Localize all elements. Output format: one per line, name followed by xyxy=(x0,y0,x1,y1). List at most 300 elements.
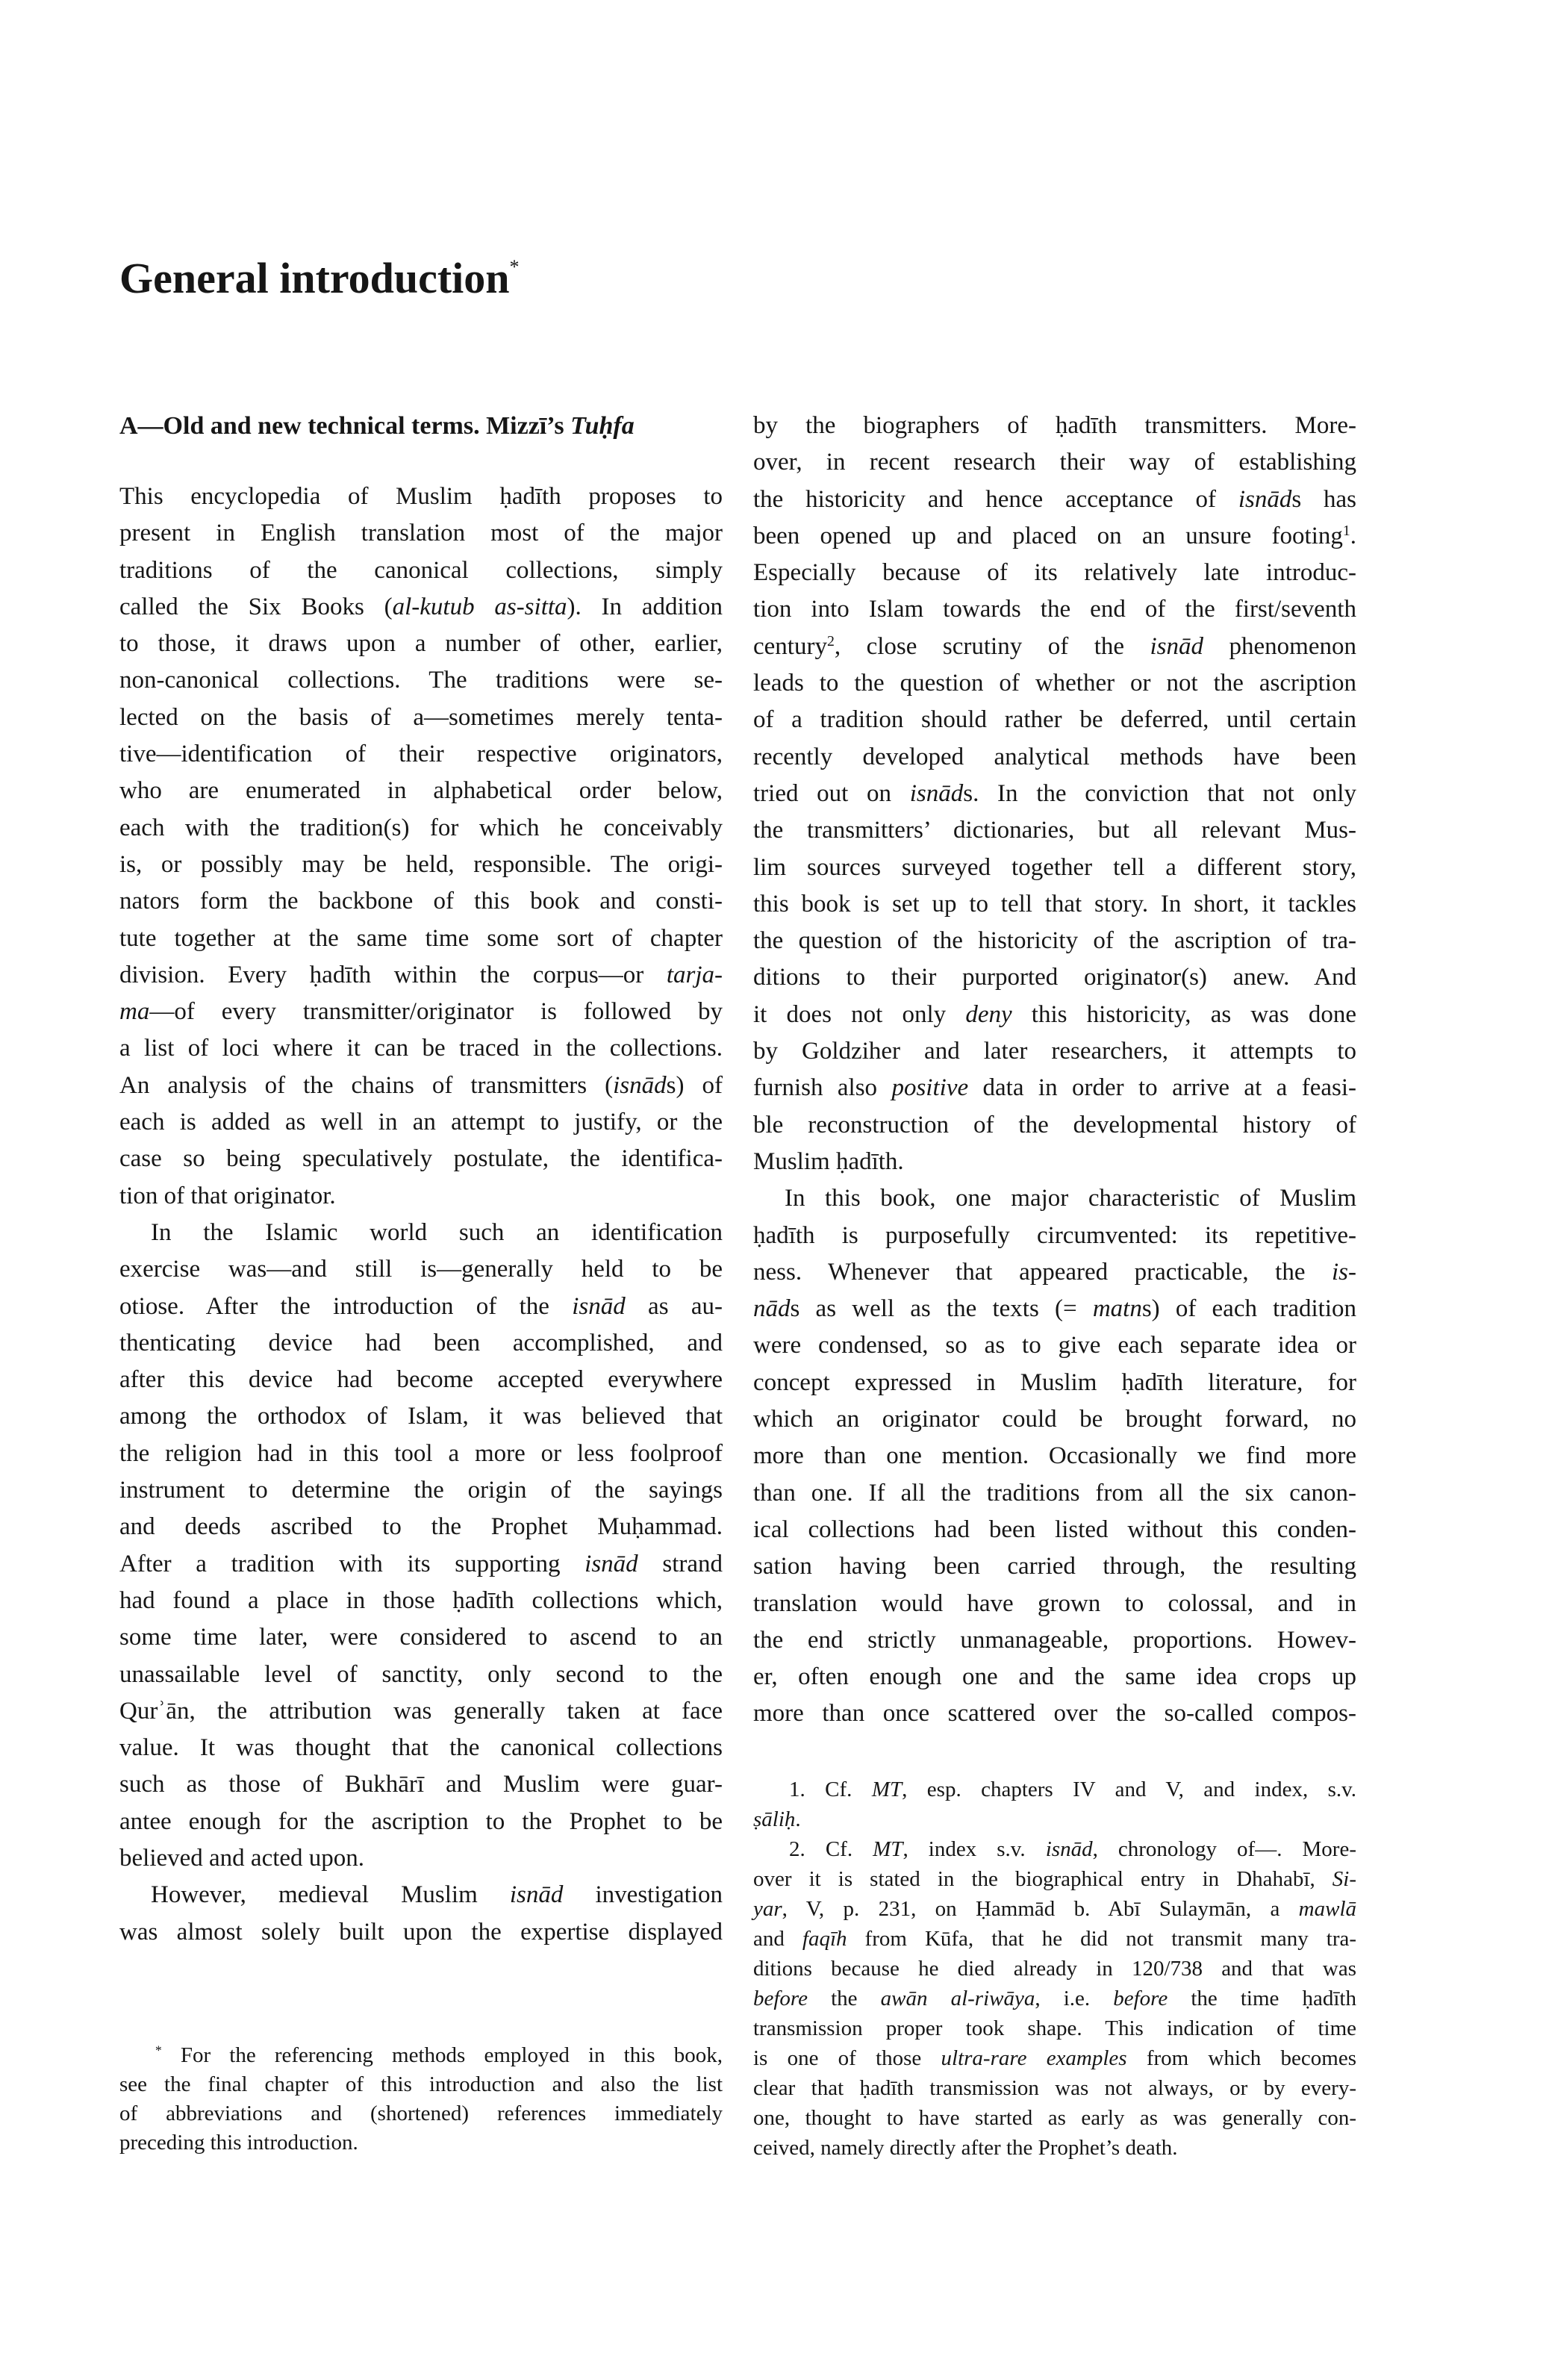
text-line xyxy=(753,2013,1356,2043)
text-segment: Muslim ḥadīth. xyxy=(753,1147,904,1175)
text-segment: lim sources surveyed together tell a different story, xyxy=(753,853,1356,881)
line-content xyxy=(753,1222,1356,1249)
text-segment: the time ḥadīth xyxy=(1168,1987,1356,2010)
text-segment: unassailable level of sanctity, only second to the xyxy=(119,1660,723,1688)
line-content xyxy=(753,2106,1356,2130)
italic-segment: tarja- xyxy=(666,961,723,988)
text-segment: the xyxy=(808,1987,881,2010)
text-segment: In the Islamic world such an identification xyxy=(151,1218,723,1246)
text-segment: Qurʾān, the attribution was generally taken at face xyxy=(119,1697,723,1725)
text-segment: present in English translation most of the major xyxy=(119,520,723,547)
text-line xyxy=(119,1436,723,1472)
text-line xyxy=(119,1068,723,1104)
text-segment: as au- xyxy=(625,1292,723,1320)
line-content xyxy=(753,706,1356,733)
text-segment: s) of each tradition xyxy=(1141,1295,1356,1323)
line-content xyxy=(753,1406,1356,1433)
text-line xyxy=(119,1325,723,1362)
text-segment: is one of those xyxy=(753,2046,941,2070)
section-heading-italic: Tuḥfa xyxy=(570,412,635,440)
text-segment: phenomenon xyxy=(1203,632,1356,660)
text-line xyxy=(119,1693,723,1730)
line-content xyxy=(753,2076,1356,2100)
text-line xyxy=(119,1472,723,1509)
line-content xyxy=(119,1698,723,1725)
italic-segment: deny xyxy=(965,1000,1012,1028)
italic-segment: isnād xyxy=(572,1292,626,1320)
line-content xyxy=(119,594,723,620)
text-segment: , i.e. xyxy=(1035,1987,1114,2010)
line-content xyxy=(119,667,723,694)
line-content xyxy=(753,744,1356,770)
text-segment: An analysis of the chains of transmitters ( xyxy=(119,1071,614,1099)
text-segment: from Kūfa, that he did not transmit many tra- xyxy=(847,1927,1357,1951)
line-content xyxy=(753,2136,1178,2160)
text-line xyxy=(753,408,1356,444)
italic-segment: isnād xyxy=(1045,1837,1093,1861)
line-content xyxy=(753,559,1356,586)
text-segment: nators form the backbone of this book and consti- xyxy=(119,888,723,915)
text-line xyxy=(753,812,1356,849)
text-line xyxy=(753,923,1356,959)
line-content xyxy=(753,1700,1356,1727)
line-content xyxy=(151,1881,723,1908)
text-segment: been opened up and placed on an unsure footing xyxy=(753,522,1343,549)
text-segment: the end strictly unmanageable, proportions. Howev- xyxy=(753,1626,1356,1654)
line-content xyxy=(119,1771,723,1798)
text-segment: this book is set up to tell that story. In short, it tackles xyxy=(753,890,1356,918)
text-line xyxy=(753,702,1356,738)
line-content xyxy=(753,1627,1356,1654)
text-segment: s has xyxy=(1291,485,1356,513)
text-segment: after this device had become accepted everywhere xyxy=(119,1366,723,1394)
line-content xyxy=(753,633,1356,660)
line-content xyxy=(789,1837,1356,1861)
line-content xyxy=(753,1038,1356,1065)
text-segment: ble reconstruction of the developmental history of xyxy=(753,1111,1356,1138)
text-segment: more than once scattered over the so-called compos- xyxy=(753,1700,1356,1728)
text-segment: , chronology of—. More- xyxy=(1092,1837,1356,1861)
text-line xyxy=(753,482,1356,518)
text-segment: . xyxy=(795,1807,801,1831)
line-content xyxy=(753,1259,1356,1286)
text-segment: by Goldziher and later researchers, it attempts to xyxy=(753,1038,1356,1065)
text-segment: instrument to determine the origin of the sayings xyxy=(119,1477,723,1504)
text-segment: the historicity and hence acceptance of xyxy=(753,485,1238,513)
line-content xyxy=(753,1148,904,1175)
italic-segment: before xyxy=(1113,1987,1168,2010)
text-line xyxy=(119,589,723,626)
text-line xyxy=(119,1583,723,1619)
line-content xyxy=(785,1185,1356,1212)
line-content xyxy=(119,1845,364,1872)
text-line xyxy=(753,1586,1356,1622)
text-segment: , index s.v. xyxy=(903,1837,1046,1861)
footnote-marker: * xyxy=(509,256,520,278)
line-content xyxy=(753,1867,1356,1891)
text-line xyxy=(753,1218,1356,1254)
text-line xyxy=(119,1251,723,1288)
text-segment: of a tradition should rather be deferred, until certain xyxy=(753,706,1356,734)
line-content xyxy=(119,1919,723,1946)
text-segment: ḥadīth is purposefully circumvented: its repetitive- xyxy=(753,1221,1356,1249)
text-line xyxy=(753,591,1356,628)
line-content xyxy=(753,1369,1356,1396)
text-segment: In this book, one major characteristic of Muslim xyxy=(785,1185,1356,1212)
text-segment: , V, p. 231, on Ḥammād b. Abī Sulaymān, a xyxy=(782,1897,1299,1921)
text-line xyxy=(753,518,1356,555)
text-segment: However, medieval Muslim xyxy=(151,1881,510,1909)
text-line xyxy=(119,700,723,736)
italic-segment: al-kutub as-sitta xyxy=(392,593,567,620)
line-content xyxy=(753,817,1356,844)
italic-segment: mawlā xyxy=(1298,1897,1356,1921)
italic-segment: is- xyxy=(1332,1258,1356,1286)
text-line xyxy=(753,2133,1356,2163)
line-content xyxy=(119,1587,723,1614)
line-content xyxy=(753,1480,1356,1507)
italic-segment: isnād xyxy=(1150,632,1204,660)
text-segment: , esp. chapters IV and V, and index, s.v. xyxy=(902,1778,1357,1801)
text-segment: thenticating device had been accomplished, and xyxy=(119,1329,723,1356)
line-content xyxy=(119,2102,723,2125)
italic-segment: nād xyxy=(753,1295,791,1323)
text-segment: division. Every ḥadīth within the corpus—or xyxy=(119,961,667,988)
line-content xyxy=(753,1332,1356,1359)
text-segment: transmission proper took shape. This indication of time xyxy=(753,2016,1356,2040)
line-content xyxy=(151,1219,723,1246)
text-segment: such as those of Bukhārī and Muslim were guar- xyxy=(119,1771,723,1798)
text-segment: Especially because of its relatively late introduc- xyxy=(753,559,1356,587)
italic-segment: positive xyxy=(891,1074,969,1102)
line-content xyxy=(753,854,1356,881)
text-segment: This encyclopedia of Muslim ḥadīth proposes to xyxy=(119,483,723,510)
line-content xyxy=(119,925,723,952)
text-line xyxy=(753,1659,1356,1695)
text-segment: tute together at the same time some sort of chapter xyxy=(119,924,723,952)
text-line xyxy=(119,626,723,662)
text-segment: strand xyxy=(638,1550,723,1577)
text-segment: leads to the question of whether or not the ascription xyxy=(753,670,1356,697)
text-line xyxy=(753,1804,1356,1834)
line-content xyxy=(753,596,1356,623)
line-content xyxy=(753,1590,1356,1617)
text-line xyxy=(119,2128,723,2158)
line-content xyxy=(119,520,723,546)
line-content xyxy=(119,1330,723,1356)
text-segment: —of every transmitter/originator is followed by xyxy=(149,998,723,1026)
line-content xyxy=(119,1477,723,1504)
text-line xyxy=(119,1030,723,1067)
text-segment: than one. If all the traditions from all the six canon- xyxy=(753,1479,1356,1507)
line-content xyxy=(789,1778,1356,1801)
italic-segment: Si- xyxy=(1332,1867,1356,1891)
line-content xyxy=(753,1663,1356,1690)
text-segment: s as well as the texts (= xyxy=(790,1295,1093,1323)
text-segment: is, or possibly may be held, responsible. The origi- xyxy=(119,850,723,878)
text-segment: who are enumerated in alphabetical order below, xyxy=(119,777,723,805)
text-line xyxy=(753,886,1356,923)
text-line xyxy=(119,1730,723,1766)
line-content xyxy=(119,704,723,731)
text-segment: lected on the basis of a—sometimes merely tenta- xyxy=(119,703,723,731)
text-segment: over, in recent research their way of establishing xyxy=(753,449,1356,476)
text-line xyxy=(753,629,1356,665)
line-content xyxy=(119,851,723,878)
text-line xyxy=(119,847,723,883)
text-segment: s) of xyxy=(666,1071,723,1099)
text-segment: tried out on xyxy=(753,779,910,807)
text-line xyxy=(753,1548,1356,1585)
text-segment: tion into Islam towards the end of the first/seventh xyxy=(753,596,1356,623)
line-content xyxy=(119,1808,723,1835)
text-line xyxy=(119,1362,723,1398)
text-segment: sation having been carried through, the resulting xyxy=(753,1553,1356,1580)
line-content xyxy=(119,1366,723,1393)
line-content xyxy=(753,1553,1356,1580)
text-line xyxy=(753,1512,1356,1548)
text-line xyxy=(119,479,723,515)
text-line xyxy=(753,1834,1356,1864)
left-column-footnotes xyxy=(119,2041,723,2158)
text-segment: tion of that originator. xyxy=(119,1182,336,1209)
text-line xyxy=(753,1954,1356,1984)
left-column-body xyxy=(119,479,723,1951)
text-line xyxy=(119,1840,723,1877)
text-line xyxy=(753,1070,1356,1106)
text-segment: tive—identification of their respective originators, xyxy=(119,741,723,768)
text-line xyxy=(119,1766,723,1803)
line-content xyxy=(753,1807,801,1831)
text-line xyxy=(753,1327,1356,1364)
section-heading xyxy=(119,408,723,444)
text-line xyxy=(753,555,1356,591)
text-line xyxy=(119,1178,723,1215)
text-segment: furnish also xyxy=(753,1074,892,1102)
line-content xyxy=(119,2131,358,2155)
line-content xyxy=(753,1295,1356,1322)
footnote-reference: * xyxy=(155,2043,162,2058)
text-line xyxy=(753,1180,1356,1217)
italic-segment: MT xyxy=(871,1778,903,1801)
text-segment: a list of loci where it can be traced in the collections. xyxy=(119,1035,723,1062)
text-segment: For the referencing methods employed in this book, xyxy=(161,2043,723,2067)
text-line xyxy=(753,1401,1356,1438)
line-content xyxy=(753,1927,1356,1951)
text-segment: of abbreviations and (shortened) references immediately xyxy=(119,2102,723,2125)
text-line xyxy=(119,1657,723,1693)
text-segment: each with the tradition(s) for which he conceivably xyxy=(119,814,723,841)
line-content xyxy=(119,777,723,804)
text-line xyxy=(119,2041,723,2070)
right-column-footnotes xyxy=(753,1775,1356,2163)
text-line xyxy=(753,1365,1356,1401)
text-line xyxy=(119,1215,723,1251)
text-segment: were condensed, so as to give each separate idea or xyxy=(753,1332,1356,1359)
line-content xyxy=(119,630,723,657)
line-content xyxy=(119,1624,723,1651)
text-line xyxy=(753,1291,1356,1327)
footnote-reference: 1 xyxy=(1342,523,1350,540)
text-line xyxy=(119,1877,723,1913)
text-segment: and xyxy=(753,1927,802,1951)
text-line xyxy=(753,1864,1356,1894)
line-content xyxy=(753,2016,1356,2040)
text-line xyxy=(119,1804,723,1840)
text-segment: more than one mention. Occasionally we find more xyxy=(753,1442,1356,1470)
line-content xyxy=(753,1112,1356,1138)
line-content xyxy=(119,2072,723,2096)
line-content xyxy=(753,2046,1356,2070)
text-line xyxy=(119,810,723,847)
line-content xyxy=(119,1513,723,1540)
line-content xyxy=(119,557,723,584)
text-segment: ditions to their purported originator(s) anew. And xyxy=(753,964,1356,991)
page-title xyxy=(119,252,520,305)
text-segment: see the final chapter of this introduction and also the list xyxy=(119,2072,723,2096)
italic-segment: awān al-riwāya xyxy=(880,1987,1035,2010)
line-content xyxy=(119,998,723,1025)
text-segment: to those, it draws upon a number of other, earlier, xyxy=(119,630,723,658)
line-content xyxy=(753,670,1356,697)
text-segment: clear that ḥadīth transmission was not always, or by every- xyxy=(753,2076,1356,2100)
line-content xyxy=(119,1072,723,1099)
text-segment: which an originator could be brought forward, no xyxy=(753,1406,1356,1433)
text-segment: concept expressed in Muslim ḥadīth literature, for xyxy=(753,1368,1356,1396)
text-segment: . xyxy=(1350,522,1356,549)
text-segment: s. In the conviction that not only xyxy=(963,779,1356,807)
text-segment: each is added as well in an attempt to justify, or the xyxy=(119,1109,723,1136)
text-line xyxy=(753,2043,1356,2073)
line-content xyxy=(753,1516,1356,1543)
text-line xyxy=(753,997,1356,1033)
line-content xyxy=(753,1897,1356,1921)
text-line xyxy=(119,1914,723,1951)
text-line xyxy=(753,444,1356,481)
text-segment: ). In addition xyxy=(567,593,723,620)
italic-segment: MT xyxy=(873,1837,903,1861)
right-column-body xyxy=(753,408,1356,1733)
line-content xyxy=(753,523,1356,549)
italic-segment: isnād xyxy=(585,1550,638,1577)
text-segment: this historicity, as was done xyxy=(1011,1000,1356,1028)
text-segment: ceived, namely directly after the Prophet’s death. xyxy=(753,2136,1178,2160)
line-content xyxy=(119,1183,336,1209)
text-segment: was almost solely built upon the expertise displayed xyxy=(119,1918,723,1946)
line-content xyxy=(119,1035,723,1062)
text-line xyxy=(753,2103,1356,2133)
text-segment: among the orthodox of Islam, it was believed that xyxy=(119,1403,723,1430)
text-segment: the question of the historicity of the ascription of tra- xyxy=(753,927,1356,955)
line-content xyxy=(753,927,1356,954)
text-line xyxy=(119,1104,723,1141)
text-segment: otiose. After the introduction of the xyxy=(119,1292,573,1320)
line-content xyxy=(753,1987,1356,2010)
italic-segment: ma xyxy=(119,998,150,1026)
text-line xyxy=(753,1775,1356,1804)
text-line xyxy=(119,736,723,773)
text-segment: translation would have grown to colossal, and in xyxy=(753,1589,1356,1617)
text-segment: had found a place in those ḥadīth collections which, xyxy=(119,1586,723,1614)
line-content xyxy=(753,449,1356,476)
text-segment: ness. Whenever that appeared practicable, the xyxy=(753,1258,1332,1286)
text-segment: 1. Cf. xyxy=(789,1778,872,1801)
line-content xyxy=(753,964,1356,991)
text-line xyxy=(119,994,723,1030)
text-segment: value. It was thought that the canonical collections xyxy=(119,1734,723,1762)
line-content xyxy=(119,1734,723,1761)
text-line xyxy=(119,1141,723,1177)
text-segment: After a tradition with its supporting xyxy=(119,1550,585,1577)
text-line xyxy=(753,1894,1356,1924)
text-segment: one, thought to have started as early as was generally con- xyxy=(753,2106,1356,2130)
text-segment: ical collections had been listed without this conden- xyxy=(753,1515,1356,1543)
text-line xyxy=(753,1984,1356,2013)
line-content xyxy=(119,1256,723,1283)
line-content xyxy=(753,891,1356,918)
line-content xyxy=(119,1440,723,1467)
text-line xyxy=(753,1924,1356,1954)
text-line xyxy=(753,1695,1356,1732)
line-content xyxy=(119,741,723,767)
text-segment: by the biographers of ḥadīth transmitters. More- xyxy=(753,412,1356,439)
italic-segment: before xyxy=(753,1987,808,2010)
line-content xyxy=(119,888,723,915)
line-content xyxy=(753,486,1356,513)
text-line xyxy=(119,1509,723,1545)
text-segment: traditions of the canonical collections, simply xyxy=(119,556,723,584)
italic-segment: matn xyxy=(1092,1295,1142,1323)
italic-segment: isnād xyxy=(909,779,964,807)
line-content xyxy=(753,1001,1356,1028)
text-segment: , close scrutiny of the xyxy=(834,632,1150,660)
text-segment: exercise was—and still is—generally held to be xyxy=(119,1256,723,1283)
text-line xyxy=(119,2070,723,2099)
text-line xyxy=(753,1033,1356,1070)
line-content xyxy=(119,1661,723,1688)
text-segment: investigation xyxy=(563,1881,723,1909)
text-line xyxy=(753,1622,1356,1659)
text-line xyxy=(119,920,723,957)
text-line xyxy=(119,2099,723,2128)
text-segment: called the Six Books ( xyxy=(119,593,393,620)
text-segment: from which becomes xyxy=(1126,2046,1356,2070)
line-content xyxy=(119,483,723,510)
text-line xyxy=(119,662,723,699)
text-line xyxy=(753,850,1356,886)
text-line xyxy=(119,883,723,920)
text-line xyxy=(119,773,723,809)
text-line xyxy=(753,1144,1356,1180)
text-line xyxy=(753,1107,1356,1144)
line-content xyxy=(119,1145,723,1172)
text-segment: it does not only xyxy=(753,1000,966,1028)
line-content xyxy=(119,814,723,841)
text-segment: the transmitters’ dictionaries, but all relevant Mus- xyxy=(753,817,1356,844)
section-heading-text: A—Old and new technical terms. Mizzī’s xyxy=(119,412,571,440)
line-content xyxy=(119,1293,723,1320)
text-line xyxy=(753,665,1356,702)
line-content xyxy=(155,2043,723,2067)
text-line xyxy=(119,1398,723,1435)
italic-segment: isnād xyxy=(613,1071,667,1099)
text-segment: the religion had in this tool a more or less foolproof xyxy=(119,1439,723,1467)
text-line xyxy=(119,515,723,552)
page-title-text: General introduction xyxy=(119,254,510,302)
text-line xyxy=(753,776,1356,812)
text-line xyxy=(753,2073,1356,2103)
text-segment: case so being speculatively postulate, the identifica- xyxy=(119,1145,723,1173)
